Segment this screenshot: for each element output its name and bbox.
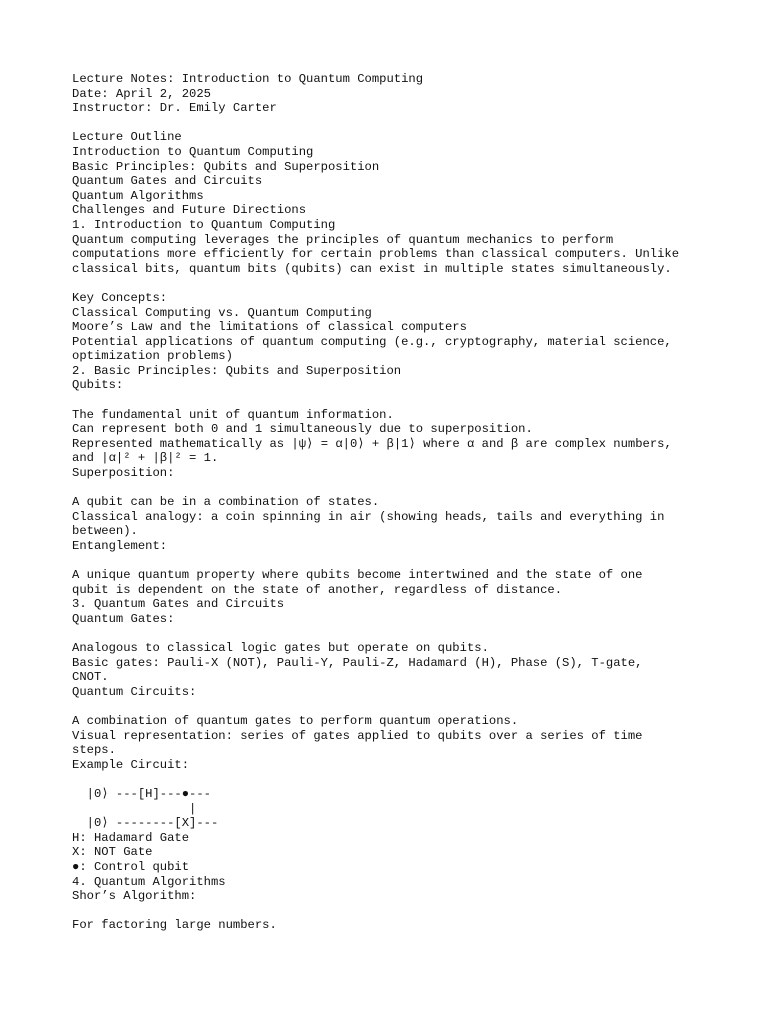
key-concept-item: Potential applications of quantum computing (e.g., cryptography, material science, (72, 334, 672, 349)
quantum-gates-point: CNOT. (72, 670, 109, 685)
spacer (72, 904, 712, 919)
entanglement-point: A unique quantum property where qubits become intertwined and the state of one (72, 568, 643, 583)
circuit-diagram-line: |0⟩ --------[X]--- (72, 816, 219, 831)
key-concept-item: optimization problems) (72, 349, 233, 364)
superposition-point: between). (72, 524, 138, 539)
quantum-circuits-point: Visual representation: series of gates applied to qubits over a series of time (72, 728, 643, 743)
spacer (72, 700, 712, 715)
qubits-point: and |α|² + |β|² = 1. (72, 451, 219, 466)
superposition-point: A qubit can be in a combination of states. (72, 495, 380, 510)
outline-heading: Lecture Outline (72, 130, 182, 145)
outline-item: Challenges and Future Directions (72, 203, 307, 218)
outline-item: Introduction to Quantum Computing (72, 144, 314, 159)
outline-item: Quantum Algorithms (72, 188, 204, 203)
key-concepts-label: Key Concepts: (72, 290, 168, 305)
section-1-heading: 1. Introduction to Quantum Computing (72, 217, 336, 232)
outline-item: Quantum Gates and Circuits (72, 174, 263, 189)
qubits-point: Represented mathematically as |ψ⟩ = α|0⟩ + β|1⟩ where α and β are complex numbers, (72, 436, 672, 451)
superposition-label: Superposition: (72, 466, 175, 481)
quantum-circuits-point: steps. (72, 743, 116, 758)
section-3-heading: 3. Quantum Gates and Circuits (72, 597, 285, 612)
spacer (72, 393, 712, 408)
quantum-gates-label: Quantum Gates: (72, 611, 175, 626)
example-circuit-label: Example Circuit: (72, 757, 190, 772)
spacer (72, 276, 712, 291)
section-1-paragraph-line: computations more efficiently for certain problems than classical computers. Unlike (72, 247, 680, 262)
qubits-point: The fundamental unit of quantum information. (72, 407, 394, 422)
spacer (72, 773, 712, 788)
quantum-gates-point: Basic gates: Pauli-X (NOT), Pauli-Y, Pauli-Z, Hadamard (H), Phase (S), T-gate, (72, 655, 643, 670)
circuit-legend-item: X: NOT Gate (72, 845, 153, 860)
qubits-point: Can represent both 0 and 1 simultaneously due to superposition. (72, 422, 533, 437)
qubits-label: Qubits: (72, 378, 124, 393)
circuit-diagram-line: | (72, 801, 197, 816)
spacer (72, 116, 712, 131)
key-concept-item: Classical Computing vs. Quantum Computing (72, 305, 372, 320)
shor-algorithm-point: For factoring large numbers. (72, 918, 277, 933)
section-1-paragraph-line: classical bits, quantum bits (qubits) can exist in multiple states simultaneously. (72, 261, 672, 276)
quantum-circuits-label: Quantum Circuits: (72, 684, 197, 699)
section-2-heading: 2. Basic Principles: Qubits and Superposition (72, 363, 402, 378)
lecture-notes-document (72, 72, 712, 933)
section-4-heading: 4. Quantum Algorithms (72, 874, 226, 889)
entanglement-label: Entanglement: (72, 539, 168, 553)
spacer (72, 627, 712, 642)
entanglement-point: qubit is dependent on the state of another, regardless of distance. (72, 582, 563, 597)
quantum-circuits-point: A combination of quantum gates to perform quantum operations. (72, 714, 519, 729)
section-1-paragraph-line: Quantum computing leverages the principles of quantum mechanics to perform (72, 232, 614, 247)
circuit-legend-item: ●: Control qubit (72, 860, 190, 875)
outline-item: Basic Principles: Qubits and Superposition (72, 159, 380, 174)
shor-algorithm-label: Shor’s Algorithm: (72, 889, 197, 904)
quantum-gates-point: Analogous to classical logic gates but operate on qubits. (72, 641, 489, 656)
document-date: Date: April 2, 2025 (72, 86, 211, 101)
document-title: Lecture Notes: Introduction to Quantum Computing (72, 72, 424, 86)
circuit-legend-item: H: Hadamard Gate (72, 830, 190, 845)
superposition-point: Classical analogy: a coin spinning in air (showing heads, tails and everything in (72, 509, 665, 524)
key-concept-item: Moore’s Law and the limitations of classical computers (72, 320, 467, 335)
spacer (72, 554, 712, 569)
circuit-diagram-line: |0⟩ ---[H]---●--- (72, 787, 211, 802)
document-instructor: Instructor: Dr. Emily Carter (72, 101, 277, 116)
spacer (72, 481, 712, 496)
